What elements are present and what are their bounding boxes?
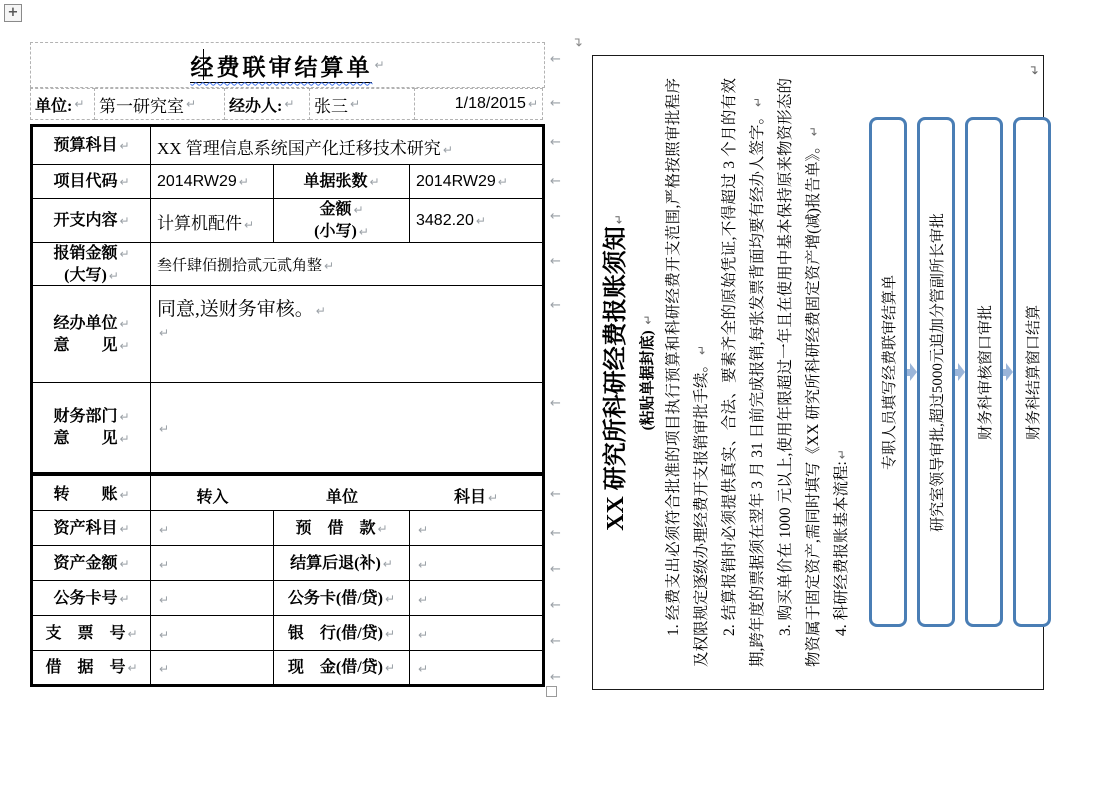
field-value[interactable]: 2014RW29 ↵	[151, 165, 274, 199]
pilcrow-mark: ↵	[244, 217, 255, 232]
pilcrow-mark: ↵	[353, 203, 364, 218]
table-row	[33, 199, 542, 243]
pilcrow-mark: ↵	[159, 557, 170, 572]
notice-paragraph[interactable]: 4. 科研经费报账基本流程:↵	[833, 449, 850, 636]
flow-down-arrow-icon	[1003, 78, 1013, 667]
table-row	[33, 286, 542, 383]
pilcrow-mark: ↵	[418, 557, 429, 572]
table-row	[33, 165, 542, 199]
pilcrow-mark: ↵	[418, 522, 429, 537]
notice-paragraphs	[660, 78, 856, 667]
row-end-mark: ←	[550, 634, 561, 649]
field-label: 项目代码 ↵	[33, 165, 151, 199]
pilcrow-mark: ↵	[127, 626, 138, 641]
pilcrow-mark: ↵	[641, 314, 655, 325]
pilcrow-mark: ↵	[119, 410, 130, 425]
pilcrow-mark: ↵	[159, 661, 170, 676]
pilcrow-mark: ↵	[127, 660, 138, 675]
field-value[interactable]: 同意,送财务审核。 ↵ ↵	[157, 299, 326, 340]
notice-textbox	[592, 55, 1044, 690]
row-end-mark: ←	[550, 254, 561, 269]
row-end-mark: ←	[550, 52, 561, 67]
info-cell-单位:[interactable]: 单位: ↵	[30, 88, 95, 120]
field-value[interactable]: XX 管理信息系统国产化迁移技术研究 ↵	[157, 138, 453, 158]
pilcrow-mark: ↵	[119, 246, 130, 261]
table-row	[33, 651, 542, 684]
field-label: 财务部门 ↵ 意 见 ↵	[33, 383, 151, 473]
row-end-mark: ←	[550, 526, 561, 541]
field-label: 开支内容 ↵	[33, 199, 151, 243]
field-label: 结算后退(补) ↵	[274, 546, 410, 581]
flow-down-arrow-icon	[955, 78, 965, 667]
field-value[interactable]	[151, 651, 274, 684]
transfer-header: 单位	[325, 488, 358, 506]
row-end-mark: ←	[550, 96, 561, 111]
row-end-mark: ←	[550, 135, 561, 150]
pilcrow-mark: ↵	[108, 268, 119, 283]
pilcrow-mark: ↵	[807, 126, 821, 137]
table-row	[33, 243, 542, 286]
field-value[interactable]: 3482.20 ↵	[416, 212, 486, 229]
table-resize-handle[interactable]	[546, 686, 557, 697]
field-value[interactable]	[151, 511, 274, 546]
field-value[interactable]	[151, 383, 542, 473]
pilcrow-mark: ↵	[186, 97, 197, 111]
row-end-mark: ←	[550, 174, 561, 189]
flow-step-box[interactable]: 财务科审核窗口审批	[965, 118, 1003, 628]
pilcrow-mark: ↵	[695, 344, 709, 355]
transfer-header: 科目 ↵	[453, 488, 499, 506]
field-label: 经办单位 ↵ 意 见 ↵	[33, 286, 151, 383]
table-row	[33, 546, 542, 581]
pilcrow-mark: ↵	[369, 175, 380, 190]
pilcrow-mark: ↵	[487, 490, 499, 505]
field-label: 银 行(借/贷) ↵	[274, 616, 410, 651]
flow-step-box[interactable]: 财务科结算窗口结算	[1013, 118, 1051, 628]
pilcrow-mark: ↵	[751, 96, 765, 107]
info-cell-张三[interactable]: 张三 ↵	[310, 88, 415, 120]
pilcrow-mark: ↵	[442, 142, 453, 157]
pilcrow-mark: ↵	[159, 522, 170, 537]
pilcrow-mark: ↵	[385, 591, 396, 606]
approval-flowchart	[869, 64, 1051, 667]
row-end-mark: ←	[550, 209, 561, 224]
form-info-row	[30, 88, 545, 120]
field-label: 支 票 号 ↵	[33, 616, 151, 651]
field-label: 转 账 ↵	[33, 476, 151, 514]
field-label: 单据张数 ↵	[274, 165, 410, 199]
pilcrow-mark: ↵	[418, 592, 429, 607]
field-label: 预算科目 ↵	[33, 127, 151, 165]
pilcrow-mark: ↵	[119, 488, 130, 503]
pilcrow-mark: ↵	[385, 660, 396, 675]
form-title: 经费联审结算单	[190, 49, 372, 82]
table-row	[33, 581, 542, 616]
notice-paragraph[interactable]: 3. 购买单价在 1000 元以上,使用年限超过一年且在使用中基本保持原来物资形态的物资属于固定资产,需同时填写《XX 研究所科研经费固定资产增(减)报告单》。↵	[777, 78, 822, 667]
pilcrow-mark: ↵	[119, 338, 130, 353]
table-row	[33, 383, 542, 473]
field-value[interactable]	[410, 511, 542, 546]
field-value[interactable]	[410, 616, 542, 651]
field-label: 资产科目 ↵	[33, 511, 151, 546]
rotated-notice-content	[593, 56, 1043, 689]
pilcrow-mark: ↵	[527, 97, 538, 111]
field-value[interactable]: 叁仟肆佰捌拾贰元贰角整 ↵	[157, 258, 335, 274]
pilcrow-mark: ↵	[350, 97, 361, 111]
field-value[interactable]	[151, 546, 274, 581]
field-value[interactable]: 计算机配件 ↵	[151, 199, 274, 243]
pilcrow-mark: ↵	[159, 422, 170, 436]
pilcrow-mark: ↵	[119, 432, 130, 446]
pilcrow-mark: ↵	[385, 626, 396, 641]
pilcrow-mark: ↵	[835, 449, 849, 460]
pilcrow-mark: ↵	[571, 36, 587, 47]
pilcrow-mark: ↵	[612, 214, 626, 225]
field-label: 借 据 号 ↵	[33, 651, 151, 684]
pilcrow-mark: ↵	[1028, 64, 1043, 75]
notice-subtitle[interactable]: (粘贴单据封底) ↵	[640, 314, 656, 431]
pilcrow-mark: ↵	[159, 326, 170, 340]
field-value[interactable]: 2014RW29 ↵	[416, 173, 508, 190]
table-row	[33, 473, 542, 511]
flow-step-box[interactable]: 研究室领导审批,超过5000元追加分管副所长审批	[917, 118, 955, 628]
pilcrow-mark: ↵	[119, 214, 130, 229]
pilcrow-mark: ↵	[238, 175, 249, 189]
pilcrow-mark: ↵	[377, 521, 388, 536]
notice-paragraph[interactable]: 1. 经费支出必须符合批准的项目执行预算和科研经费开支范围,严格按照审批程序及权限规定逐级办理经费开支报销审批手续。↵	[665, 78, 710, 667]
pilcrow-mark: ↵	[119, 556, 130, 571]
field-label: 资产金额 ↵	[33, 546, 151, 581]
info-cell-1/18/2015[interactable]: 1/18/2015 ↵	[415, 88, 543, 120]
flow-down-arrow-icon	[907, 78, 917, 667]
notice-paragraph[interactable]: 2. 结算报销时必须提供真实、合法、要素齐全的原始凭证,不得超过 3 个月的有效期,跨年度的票据须在翌年 3 月 31 日前完成报销,每张发票背面均要有经办人签字。↵	[721, 78, 766, 667]
field-label: 公务卡(借/贷) ↵	[274, 581, 410, 616]
field-label: 预 借 款 ↵	[274, 511, 410, 546]
field-label: 报销金额 ↵ (大写) ↵	[33, 243, 151, 286]
row-end-mark: ←	[550, 298, 561, 313]
field-value[interactable]	[410, 581, 542, 616]
pilcrow-mark: ↵	[358, 225, 369, 239]
info-cell-第一研究室[interactable]: 第一研究室 ↵	[95, 88, 225, 120]
field-label: 金额 ↵ (小写) ↵	[274, 199, 410, 243]
field-label: 公务卡号 ↵	[33, 581, 151, 616]
pilcrow-mark: ↵	[418, 627, 429, 642]
pilcrow-mark: ↵	[382, 556, 393, 571]
table-move-handle-icon[interactable]: +	[4, 4, 22, 22]
form-title-block[interactable]	[30, 42, 545, 88]
row-end-mark: ←	[550, 396, 561, 411]
expense-form-table	[30, 124, 545, 687]
field-label: 现 金(借/贷) ↵	[274, 651, 410, 684]
field-value[interactable]	[151, 581, 274, 616]
info-cell-经办人:[interactable]: 经办人: ↵	[225, 88, 310, 120]
pilcrow-mark: ↵	[475, 214, 486, 228]
notice-title[interactable]: XX 研究所科研经费报账须知↵	[603, 214, 629, 531]
pilcrow-mark: ↵	[497, 175, 508, 189]
pilcrow-mark: ↵	[324, 259, 335, 273]
pilcrow-mark: ↵	[418, 661, 429, 676]
table-row	[33, 127, 542, 165]
field-value[interactable]	[151, 616, 274, 651]
pilcrow-mark: ↵	[159, 592, 170, 607]
field-value[interactable]	[410, 546, 542, 581]
flow-step-box[interactable]: 专职人员填写经费联审结算单	[869, 118, 907, 628]
pilcrow-mark: ↵	[119, 175, 130, 190]
pilcrow-mark: ↵	[74, 97, 85, 111]
pilcrow-mark: ↵	[119, 521, 130, 536]
pilcrow-mark: ↵	[315, 304, 326, 318]
pilcrow-mark: ↵	[159, 627, 170, 642]
row-end-mark: ←	[550, 598, 561, 613]
row-end-mark: ←	[550, 670, 561, 685]
pilcrow-mark: ↵	[119, 316, 130, 331]
transfer-header: 转入	[196, 488, 229, 506]
pilcrow-mark: ↵	[374, 58, 385, 72]
pilcrow-mark: ↵	[119, 139, 130, 154]
transfer-header-cell	[151, 476, 542, 514]
table-row	[33, 616, 542, 651]
field-value[interactable]	[410, 651, 542, 684]
row-end-mark: ←	[550, 487, 561, 502]
table-row	[33, 511, 542, 546]
pilcrow-mark: ↵	[119, 591, 130, 606]
pilcrow-mark: ↵	[284, 97, 295, 111]
row-end-mark: ←	[550, 562, 561, 577]
